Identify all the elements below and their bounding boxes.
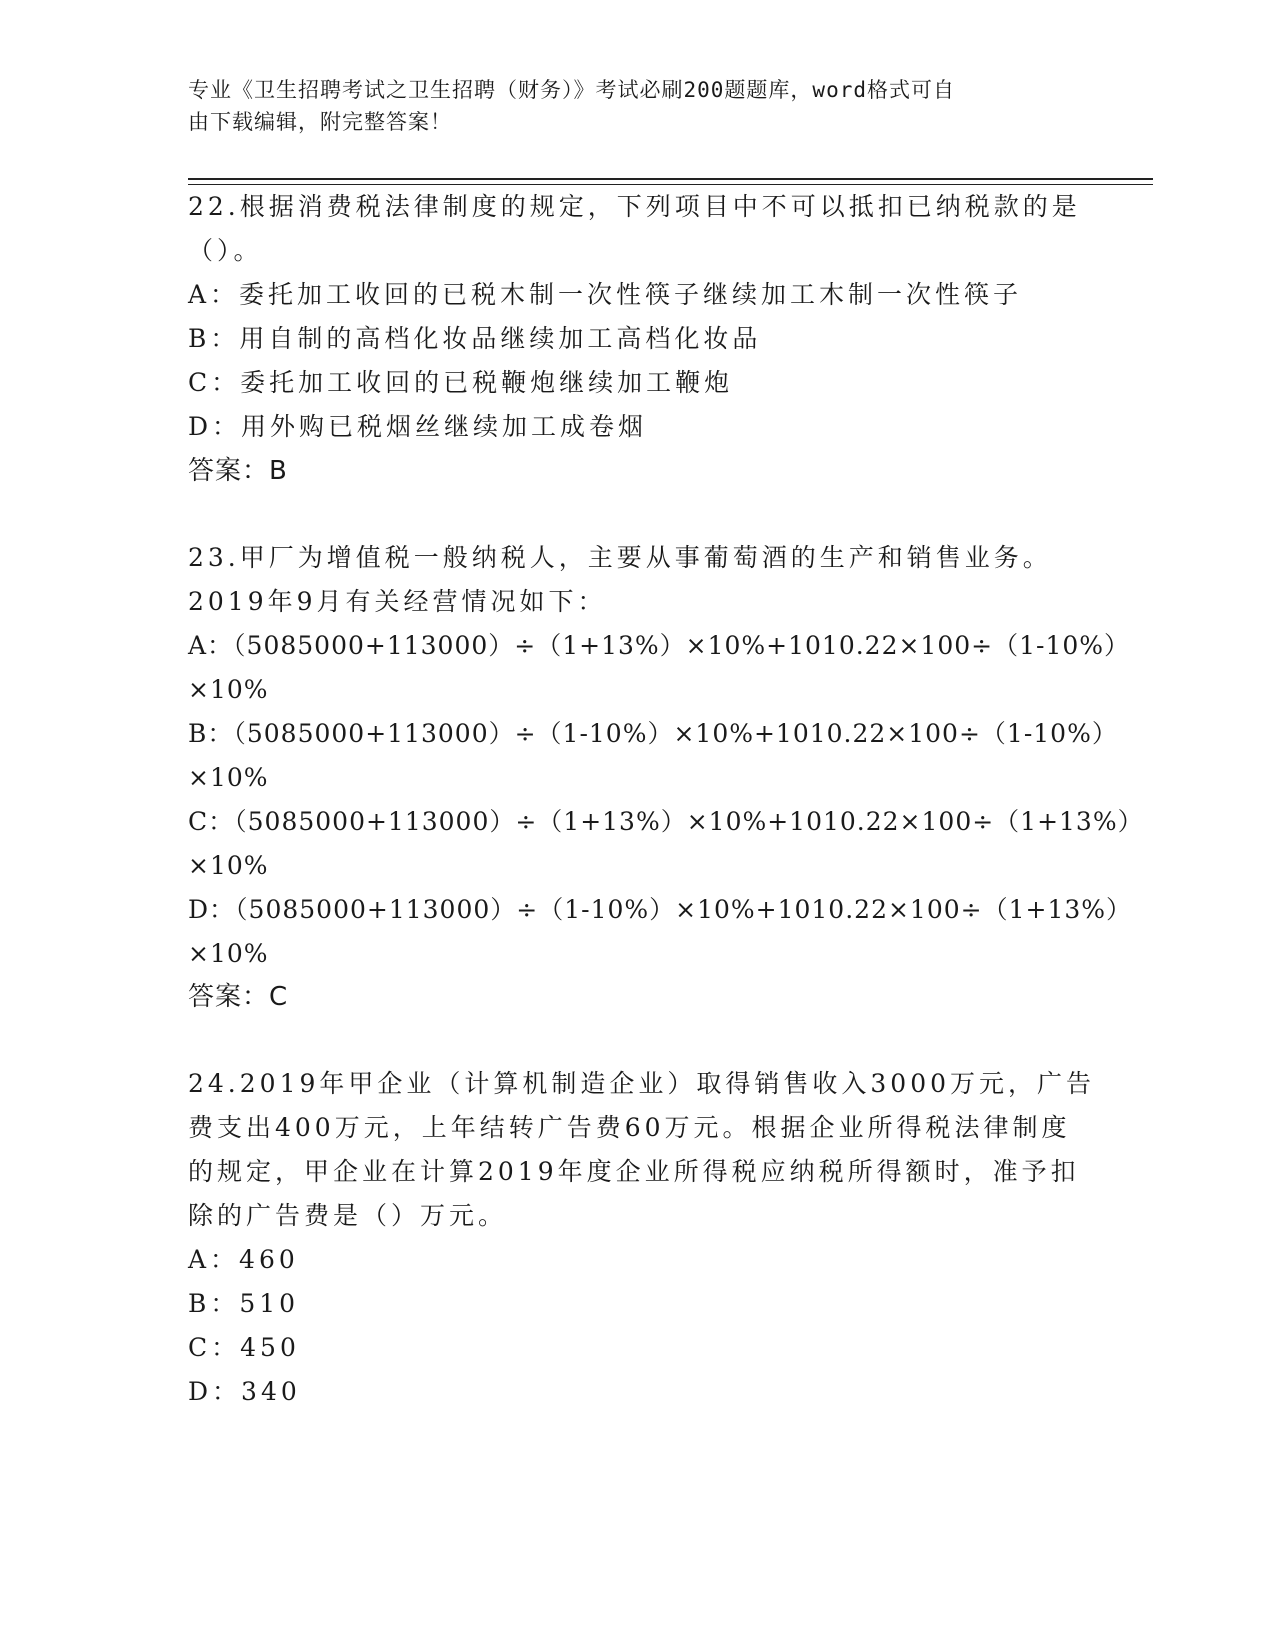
answer-text: 答案：B — [188, 456, 288, 486]
question-text-line: 除的广告费是（）万元。 — [188, 1201, 508, 1230]
question-text-line: 2019年9月有关经营情况如下： — [188, 587, 607, 616]
header-divider-thin — [188, 184, 1153, 185]
question-text-line: 24.2019年甲企业（计算机制造企业）取得销售收入3000万元，广告 — [188, 1069, 1096, 1098]
question-text-line: 23.甲厂为增值税一般纳税人，主要从事葡萄酒的生产和销售业务。 — [188, 543, 1052, 572]
option-b: B：用自制的高档化妆品继续加工高档化妆品 — [188, 324, 762, 353]
option-a: A：委托加工收回的已税木制一次性筷子继续加工木制一次性筷子 — [188, 280, 1023, 309]
option-a-continued: ×10% — [188, 675, 269, 704]
option-d: D：（5085000+113000）÷（1-10%）×10%+1010.22×100÷（1+13%） — [188, 895, 1133, 924]
question-text-line: 22.根据消费税法律制度的规定，下列项目中不可以抵扣已纳税款的是 — [188, 192, 1081, 221]
question-text-line: 费支出400万元，上年结转广告费60万元。根据企业所得税法律制度 — [188, 1113, 1071, 1142]
option-c-continued: ×10% — [188, 851, 269, 880]
option-c: C：（5085000+113000）÷（1+13%）×10%+1010.22×100÷（1+13%） — [188, 807, 1144, 836]
header-divider-thick — [188, 178, 1153, 180]
option-d-continued: ×10% — [188, 939, 269, 968]
option-b: B：（5085000+113000）÷（1-10%）×10%+1010.22×100÷（1-10%） — [188, 719, 1118, 748]
option-a: A：460 — [188, 1245, 299, 1274]
option-b: B：510 — [188, 1289, 300, 1318]
option-d: D：340 — [188, 1377, 301, 1406]
option-b-continued: ×10% — [188, 763, 269, 792]
option-c: C：450 — [188, 1333, 300, 1362]
header-line-1: 专业《卫生招聘考试之卫生招聘（财务）》考试必刷200题题库，word格式可自 — [188, 78, 955, 102]
question-text-line: （）。 — [188, 236, 263, 265]
answer-text: 答案：C — [188, 982, 289, 1012]
question-text-line: 的规定，甲企业在计算2019年度企业所得税应纳税所得额时，准予扣 — [188, 1157, 1080, 1186]
option-a: A：（5085000+113000）÷（1+13%）×10%+1010.22×100÷（1-10%） — [188, 631, 1131, 660]
header-line-2: 由下载编辑，附完整答案！ — [188, 110, 452, 134]
option-d: D：用外购已税烟丝继续加工成卷烟 — [188, 412, 648, 441]
option-c: C：委托加工收回的已税鞭炮继续加工鞭炮 — [188, 368, 734, 397]
document-header — [188, 74, 1088, 138]
